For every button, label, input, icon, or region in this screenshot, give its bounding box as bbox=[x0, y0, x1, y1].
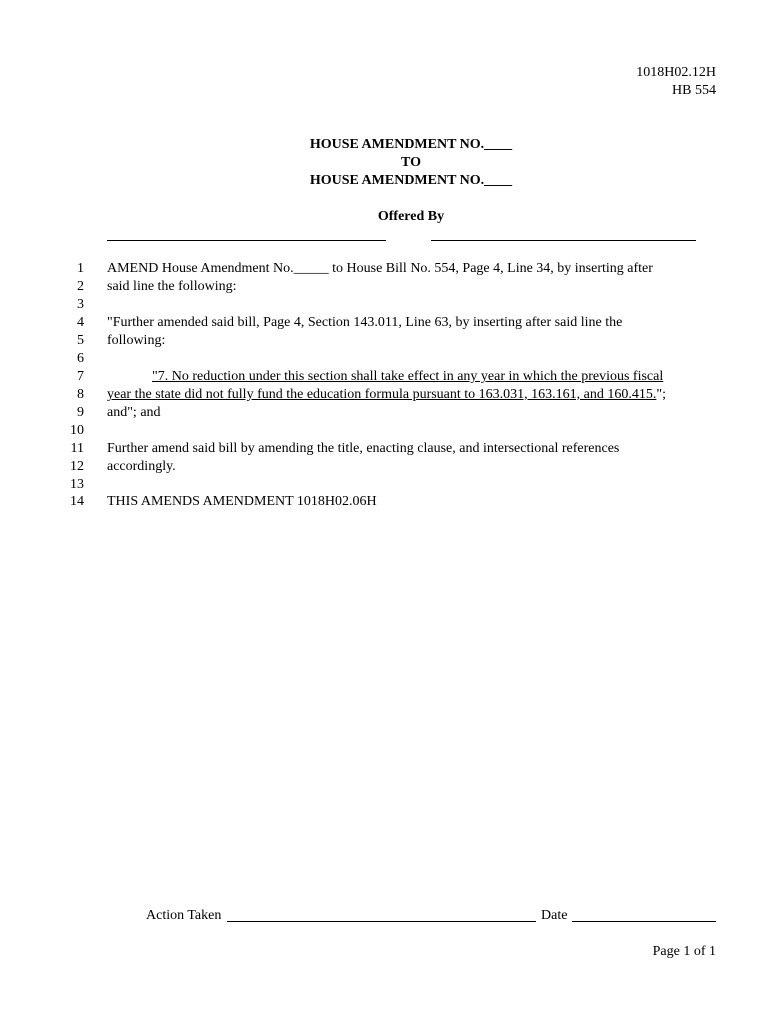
sponsor-signature-line-left bbox=[107, 232, 386, 241]
line-number: 10 bbox=[70, 423, 84, 438]
amendment-title-line-2: TO bbox=[401, 155, 421, 170]
inserted-text-line: "7. No reduction under this section shall take effect in any year in which the previous fiscal bbox=[152, 369, 664, 384]
line-number: 7 bbox=[77, 369, 84, 384]
line-number: 2 bbox=[77, 279, 84, 294]
line-number: 11 bbox=[70, 441, 84, 456]
sponsor-signature-line-right bbox=[431, 232, 696, 241]
date-line bbox=[572, 921, 716, 922]
line-number: 6 bbox=[77, 351, 84, 366]
amendment-text-line: following: bbox=[107, 333, 166, 348]
line-number: 9 bbox=[77, 405, 84, 420]
amendment-text-line: "Further amended said bill, Page 4, Section 143.011, Line 63, by inserting after said line the bbox=[107, 315, 623, 330]
amendment-title-line-3: HOUSE AMENDMENT NO.____ bbox=[309, 173, 513, 188]
amendment-text-line: accordingly. bbox=[107, 459, 176, 474]
action-taken-label: Action Taken bbox=[146, 908, 222, 923]
line-number: 13 bbox=[70, 477, 84, 492]
line-number: 5 bbox=[77, 333, 84, 348]
document-id: 1018H02.12H bbox=[636, 65, 716, 80]
line-number: 12 bbox=[70, 459, 84, 474]
amendment-text-line: and"; and bbox=[107, 405, 161, 420]
inserted-text-line bbox=[107, 386, 666, 404]
inserted-text-underlined: year the state did not fully fund the education formula pursuant to 163.031, 163.161, and 160.415. bbox=[107, 387, 657, 402]
bill-number: HB 554 bbox=[672, 83, 716, 98]
line-number: 8 bbox=[77, 387, 84, 402]
amendment-text-line: Further amend said bill by amending the title, enacting clause, and intersectional references bbox=[107, 441, 620, 456]
line-number: 4 bbox=[77, 315, 84, 330]
line-number: 1 bbox=[77, 261, 84, 276]
amendment-title-line-1: HOUSE AMENDMENT NO.____ bbox=[309, 137, 513, 152]
amendment-text-line: AMEND House Amendment No._____ to House Bill No. 554, Page 4, Line 34, by inserting after bbox=[107, 261, 653, 276]
amendment-text-line: THIS AMENDS AMENDMENT 1018H02.06H bbox=[107, 494, 377, 509]
inserted-text-tail: "; bbox=[656, 387, 666, 402]
action-taken-line bbox=[227, 921, 536, 922]
offered-by-label: Offered By bbox=[377, 209, 445, 224]
line-number: 14 bbox=[70, 494, 84, 509]
line-number: 3 bbox=[77, 297, 84, 312]
date-label: Date bbox=[541, 908, 568, 923]
page-number: Page 1 of 1 bbox=[652, 944, 716, 959]
amendment-text-line: said line the following: bbox=[107, 279, 237, 294]
